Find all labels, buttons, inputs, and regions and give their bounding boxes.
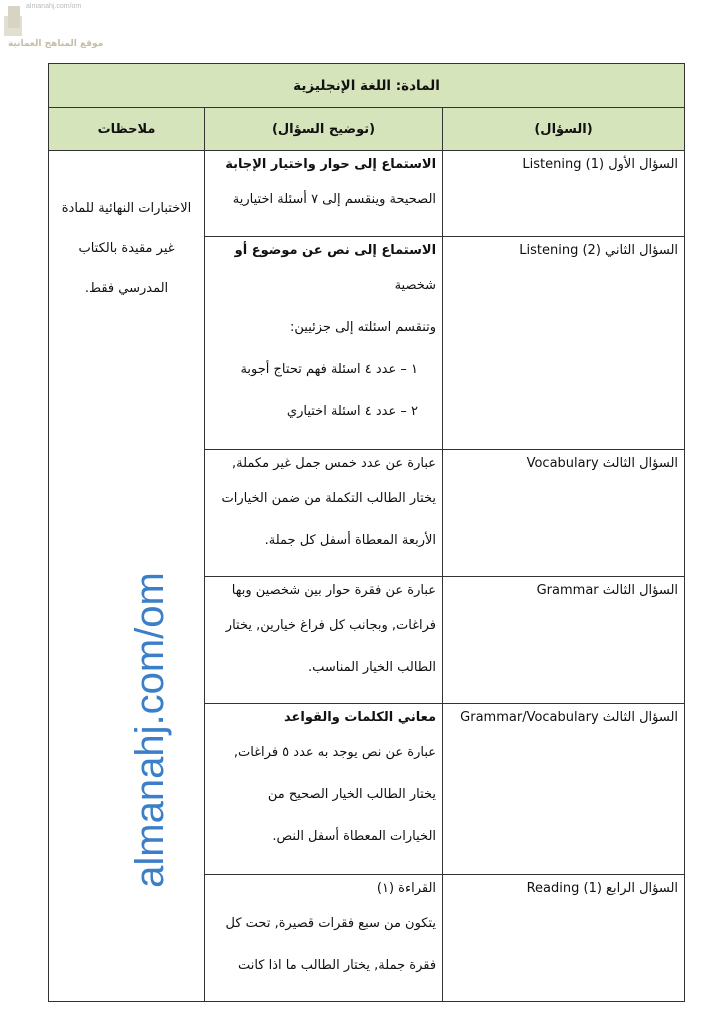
logo-name: موقع المناهج العمانية	[8, 39, 104, 49]
question-cell: السؤال الثاني (2) Listening	[443, 237, 685, 450]
line: فراغات, وبجانب كل فراغ خيارين, يختار	[225, 618, 437, 633]
explanation-cell	[205, 450, 443, 577]
question-cell: السؤال الثالث Grammar	[443, 577, 685, 704]
explanation-cell	[205, 875, 443, 1002]
note-line: المدرسي فقط.	[84, 281, 169, 296]
line: معاني الكلمات والقواعد	[284, 710, 437, 725]
line: يتكون من سبع فقرات قصيرة, تحت كل	[225, 916, 437, 931]
explanation-cell	[205, 151, 443, 237]
line: عبارة عن عدد خمس جمل غير مكملة,	[232, 456, 437, 471]
line: ٢ – عدد ٤ اسئلة اختياري	[286, 404, 419, 419]
question-cell: السؤال الرابع (1) Reading	[443, 875, 685, 1002]
explanation-cell	[205, 704, 443, 875]
line: شخصية	[394, 278, 437, 293]
line: الأربعة المعطاة أسفل كل جملة.	[264, 533, 437, 548]
site-logo	[4, 2, 114, 54]
note-line: غير مقيدة بالكتاب	[78, 241, 175, 256]
line: يختار الطالب التكملة من ضمن الخيارات	[221, 491, 437, 506]
line: الاستماع إلى حوار واختيار الإجابة	[225, 157, 437, 172]
header-explanation: (توضيح السؤال)	[205, 108, 443, 151]
subject-title: المادة: اللغة الإنجليزية	[49, 64, 685, 108]
header-question: (السؤال)	[443, 108, 685, 151]
notes-cell	[49, 151, 205, 1002]
question-cell: السؤال الثالث Vocabulary	[443, 450, 685, 577]
logo-shape	[8, 6, 20, 28]
line: الطالب الخيار المناسب.	[307, 660, 437, 675]
line: فقرة جملة, يختار الطالب ما اذا كانت	[237, 958, 437, 973]
header-notes: ملاحظات	[49, 108, 205, 151]
line: الاستماع إلى نص عن موضوع أو	[234, 243, 437, 258]
line: القراءة (١)	[376, 881, 437, 896]
note-line: الاختبارات النهائية للمادة	[61, 201, 192, 216]
explanation-cell	[205, 237, 443, 450]
line: عبارة عن نص يوجد به عدد ٥ فراغات,	[233, 745, 437, 760]
line: ١ – عدد ٤ اسئلة فهم تحتاج أجوبة	[240, 362, 419, 377]
line: الخيارات المعطاة أسفل النص.	[272, 829, 437, 844]
line: وتنقسم اسئلته إلى جزئيين:	[290, 320, 437, 335]
question-cell: السؤال الثالث Grammar/Vocabulary	[443, 704, 685, 875]
watermark: almanahj.com/om	[128, 572, 172, 888]
line: عبارة عن فقرة حوار بين شخصين وبها	[231, 583, 437, 598]
explanation-cell	[205, 577, 443, 704]
line: يختار الطالب الخيار الصحيح من	[267, 787, 437, 802]
question-cell: السؤال الأول (1) Listening	[443, 151, 685, 237]
line: الصحيحة وينقسم إلى ٧ أسئلة اختيارية	[232, 192, 437, 207]
logo-url: almanahj.com/om	[26, 3, 82, 10]
